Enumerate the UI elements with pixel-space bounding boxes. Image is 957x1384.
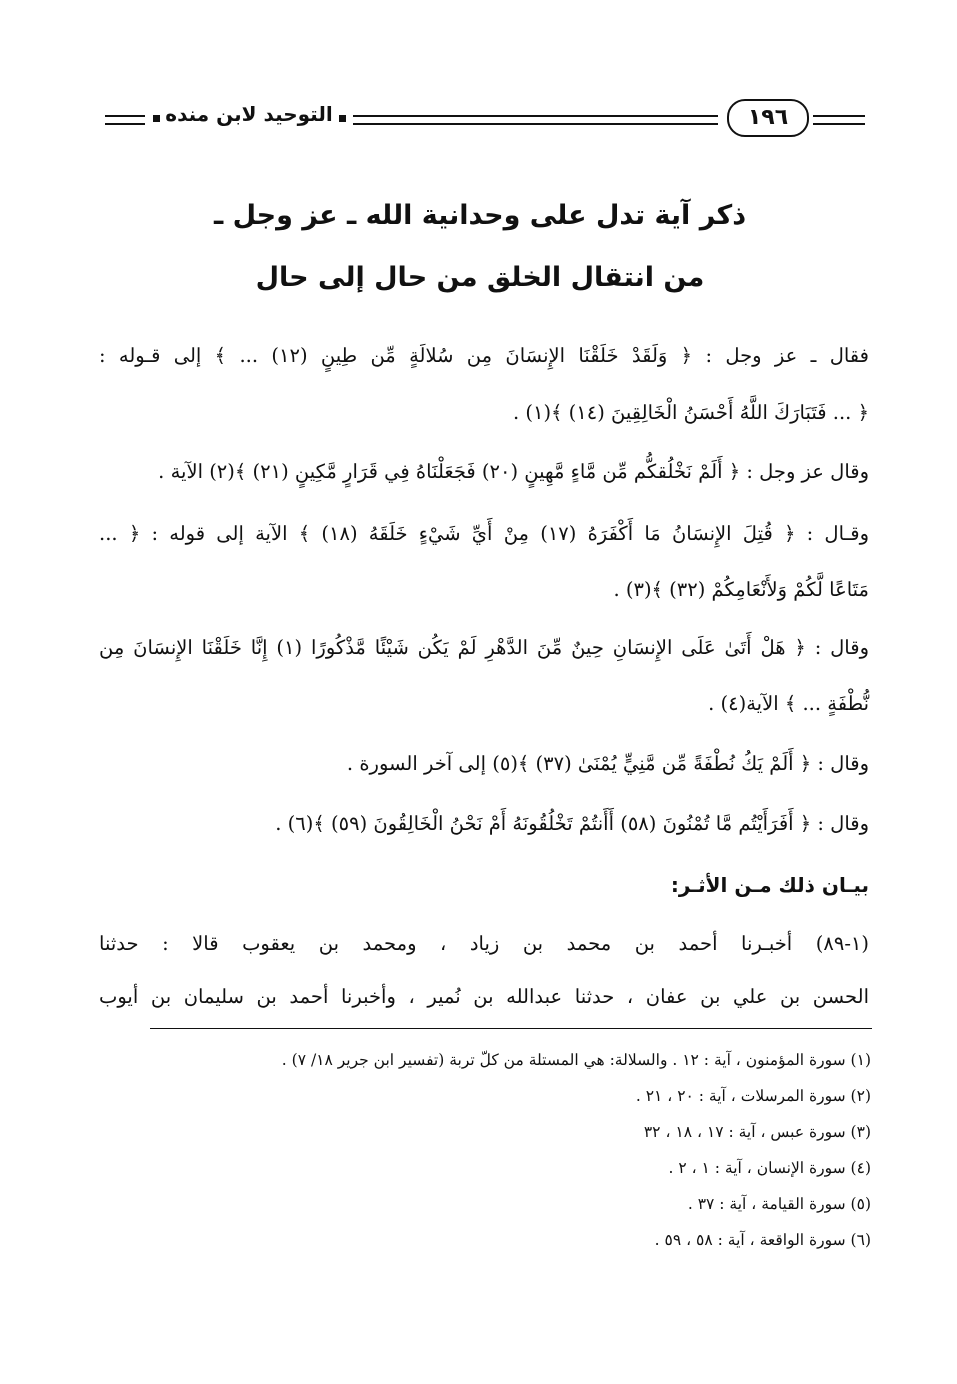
body-line: فقال ـ عز وجل : ﴿ وَلَقَدْ خَلَقْنَا الإِنسَانَ مِن سُلالَةٍ مِّن طِينٍ (١٢) ... ﴾ إلى قـوله : — [99, 344, 869, 367]
footnote: (٢) سورة المرسلات ، آية : ٢٠ ، ٢١ . — [635, 1087, 871, 1105]
hadith-line: الحسن بن علي بن عفان ، حدثنا عبدالله بن نُمير ، وأخبرنا أحمد بن سليمان بن أيوب — [99, 985, 869, 1008]
header-rule-middle — [353, 115, 718, 125]
body-line: مَتَاعًا لَّكُمْ وَلأَنْعَامِكُمْ (٣٢) ﴾(٣) . — [613, 578, 869, 601]
section-title-line-2: من انتقال الخلق من حال إلى حال — [255, 262, 705, 293]
running-header — [95, 96, 875, 140]
body-line: ﴿ ... فَتَبَارَكَ اللَّهُ أَحْسَنُ الْخَالِقِينَ (١٤) ﴾(١) . — [512, 401, 869, 424]
footnote-separator — [150, 1028, 872, 1029]
footnote: (٥) سورة القيامة ، آية : ٣٧ . — [687, 1195, 871, 1213]
body-line: وقال : ﴿ هَلْ أَتَىٰ عَلَى الإِنسَانِ حِينٌ مِّنَ الدَّهْرِ لَمْ يَكُن شَيْئًا مَّذْكُورًا (١) إِنَّا خَلَقْنَا الإِنسَانَ مِن — [99, 636, 869, 659]
body-line: نُّطْفَةٍ ... ﴾ الآية(٤) . — [708, 692, 869, 715]
hadith-line: (١-٨٩) أخبـرنا أحمد بن محمد بن زياد ، ومحمد بن يعقوب قالا : حدثنا — [99, 932, 869, 955]
footnote: (١) سورة المؤمنون ، آية : ١٢ . والسلالة: هي المستلة من كلّ تربة (تفسير ابن جرير ١٨/ ٧) . — [281, 1051, 871, 1069]
subheading: بيـان ذلك مـن الأثـر: — [670, 873, 869, 897]
footnote: (٣) سورة عبس ، آية : ١٧ ، ١٨ ، ٣٢ — [643, 1123, 871, 1141]
body-line: وقـال : ﴿ قُتِلَ الإِنسَانُ مَا أَكْفَرَهُ (١٧) مِنْ أَيِّ شَيْءٍ خَلَقَهُ (١٨) ﴾ الآية إلى قوله : ﴿ ... — [99, 522, 869, 545]
header-rule-right — [813, 115, 865, 125]
book-title: التوحيد لابن منده — [165, 102, 333, 126]
page-number: ١٩٦ — [727, 99, 809, 137]
body-line: وقال : ﴿ أَفَرَأَيْتُم مَّا تُمْنُونَ (٥٨) أَأَنتُمْ تَخْلُقُونَهُ أَمْ نَحْنُ الْخَالِقُونَ (٥٩) ﴾(٦) . — [275, 812, 869, 835]
body-line: وقال : ﴿ أَلَمْ يَكُ نُطْفَةً مِّن مَّنِيٍّ يُمْنَىٰ (٣٧) ﴾(٥) إلى آخر السورة . — [346, 752, 869, 775]
footnote: (٦) سورة الواقعة ، آية : ٥٨ ، ٥٩ . — [654, 1231, 871, 1249]
footnote: (٤) سورة الإنسان ، آية : ١ ، ٢ . — [668, 1159, 871, 1177]
body-line: وقال عز وجل : ﴿ أَلَمْ نَخْلُقكُّم مِّن مَّاءٍ مَّهِينٍ (٢٠) فَجَعَلْنَاهُ فِي قَرَارٍ مَّكِينٍ (٢١) ﴾(٢) الآية . — [158, 460, 869, 483]
header-square-ornament — [153, 115, 160, 122]
section-title-line-1: ذكر آية تدل على وحدانية الله ـ عز وجل ـ — [213, 200, 747, 231]
header-rule-left — [105, 115, 145, 125]
header-square-ornament — [339, 115, 346, 122]
